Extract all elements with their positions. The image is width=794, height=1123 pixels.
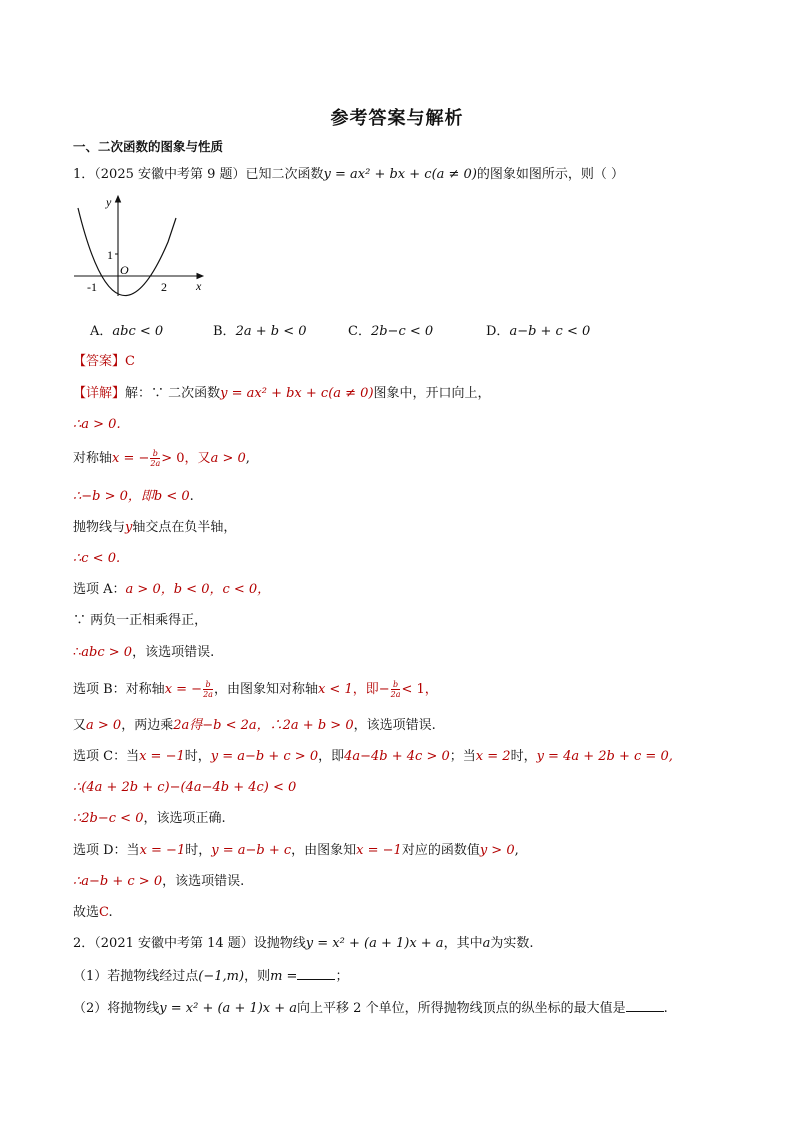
detail-line-1: 【详解】解：∵ 二次函数y = ax² + bx + c(a ≠ 0)图象中，开口向上，: [73, 386, 491, 401]
detail-line-8: ∵ 两负一正相乘得正，: [73, 613, 208, 628]
detail-line-16: ∴a−b + c > 0，该选项错误.: [73, 874, 245, 889]
q1-prefix: 1．（2025 安徽中考第 9 题）已知二次函数: [73, 167, 324, 182]
option-c: C．2b−c < 0: [348, 324, 434, 339]
detail-line-11: 又a > 0，两边乘2a得−b < 2a，∴2a + b > 0，该选项错误.: [73, 718, 436, 733]
detail-line-7: 选项 A：a > 0，b < 0，c < 0，: [73, 582, 271, 597]
detail-line-10: 选项 B：对称轴x = − $\frac{b}{2a}$ ，由图象知对称轴x < 1，即− $\frac{b}{2a}$ < 1，: [73, 680, 438, 699]
tick-label-neg1: -1: [87, 280, 97, 294]
section-heading: 一、二次函数的图象与性质: [73, 139, 224, 154]
question-1-stem: [73, 165, 624, 185]
question-2-part-2: （2）将抛物线y = x² + (a + 1)x + a向上平移 2 个单位，所得抛物线顶点的纵坐标的最大值是 .: [73, 1001, 668, 1016]
answer-line: [73, 352, 135, 372]
option-a: A．abc < 0: [90, 324, 164, 339]
origin-label: O: [120, 263, 129, 277]
detail-line-9: ∴abc > 0，该选项错误.: [73, 645, 215, 660]
detail-line-17: 故选C.: [73, 905, 113, 920]
detail-label: 【详解】: [73, 386, 126, 401]
question-2-stem: 2．（2021 安徽中考第 14 题）设抛物线y = x² + (a + 1)x + a，其中a为实数.: [73, 936, 534, 951]
q1-formula: y = ax² + bx + c(a ≠ 0): [323, 167, 477, 182]
answer-blank-2: [626, 999, 664, 1012]
detail-line-14: ∴2b−c < 0，该选项正确.: [73, 811, 226, 826]
y-axis-label: y: [106, 195, 112, 209]
detail-line-12: 选项 C：当x = −1时，y = a−b + c > 0，即4a−4b + 4c > 0；当x = 2时，y = 4a + 2b + c = 0,: [73, 749, 673, 764]
detail-line-6: ∴c < 0.: [73, 551, 121, 566]
answer-value: C: [125, 354, 135, 369]
answer-label: 【答案】: [73, 354, 126, 369]
fraction-b-2a: $\frac{b}{2a}$: [150, 449, 161, 468]
answer-blank-1: [297, 967, 335, 980]
detail-line-13: ∴(4a + 2b + c)−(4a−4b + 4c) < 0: [73, 780, 297, 795]
detail-line-15: 选项 D：当x = −1时，y = a−b + c，由图象知x = −1对应的函数值y > 0,: [73, 843, 519, 858]
q1-suffix: 的图象如图所示，则（ ）: [476, 167, 625, 182]
parabola-graph: [70, 190, 215, 300]
detail-line-5: 抛物线与y轴交点在负半轴，: [73, 520, 237, 535]
detail-line-2: ∴a > 0.: [73, 417, 121, 432]
option-b: B．2a + b < 0: [213, 324, 307, 339]
tick-label-1: 1: [107, 248, 113, 262]
question-2-part-1: （1）若抛物线经过点(−1,m)，则m = ；: [73, 969, 349, 984]
page-title: 参考答案与解析: [330, 108, 464, 129]
x-axis-label: x: [196, 279, 202, 293]
detail-line-3: 对称轴x = − $\frac{b}{2a}$ > 0，又a > 0,: [73, 449, 250, 468]
tick-label-2: 2: [161, 280, 167, 294]
option-d: D．a−b + c < 0: [486, 324, 591, 339]
detail-line-4: ∴−b > 0，即b < 0.: [73, 489, 194, 504]
